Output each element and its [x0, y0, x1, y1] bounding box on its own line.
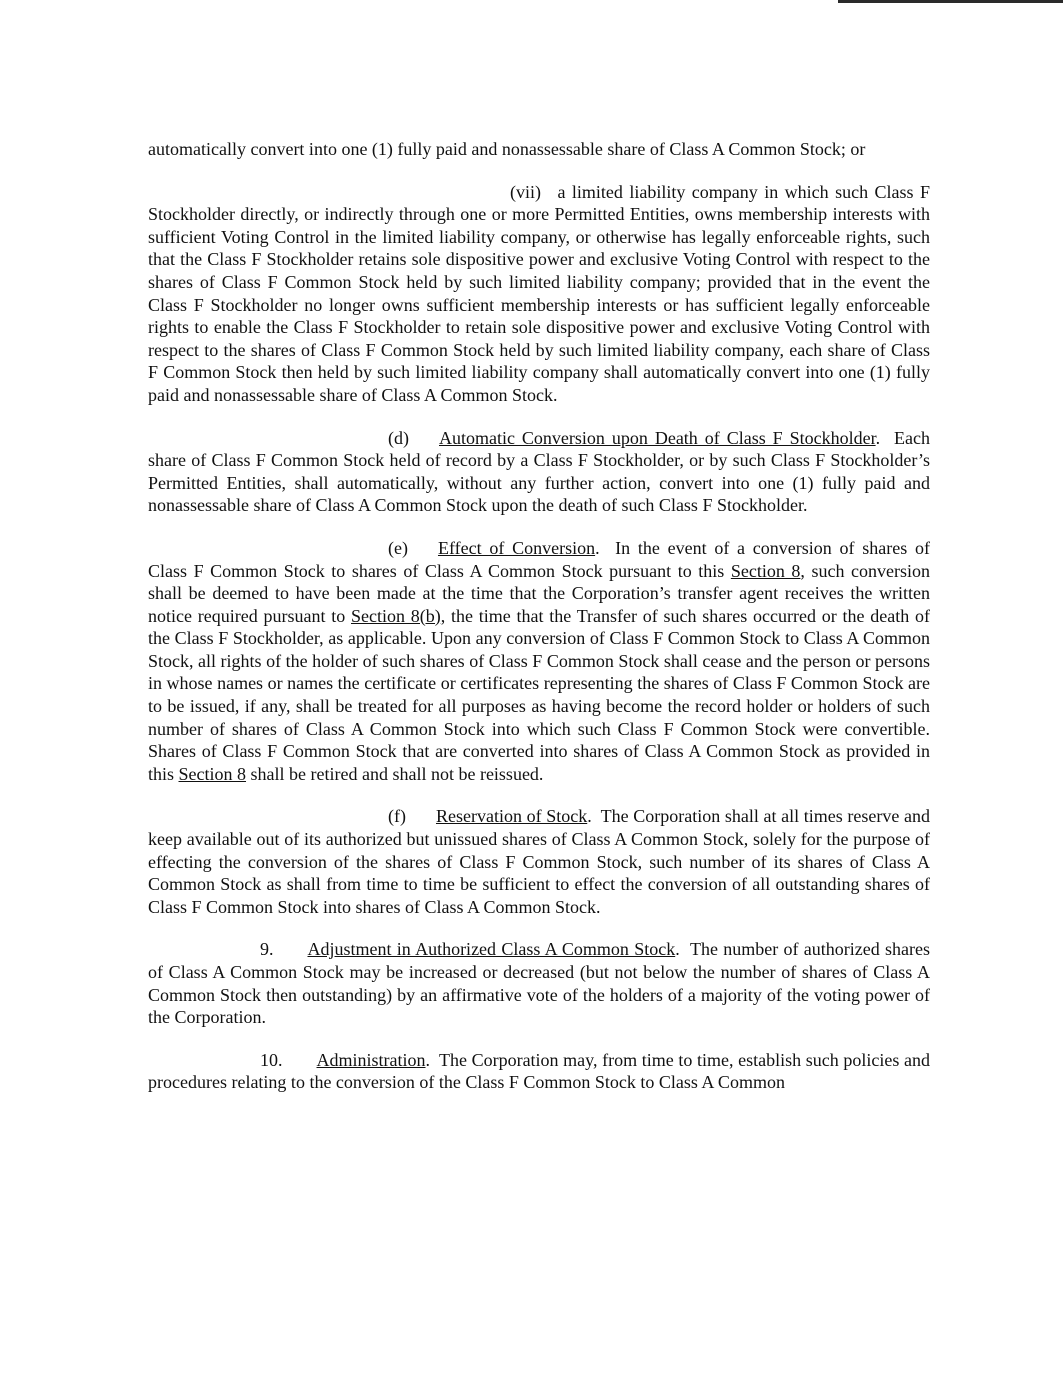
section-f-paragraph: (f) Reservation of Stock. The Corporation shall at all times reserve and keep available out of its authorized but unissued shares of Class A Common Stock, solely for the purpose of effecting the conversion of the shares of Class F Common Stock, such number of its shares of Class A Common Stock as shall from time to time be sufficient to effect the conversion of all outstanding shares of Class F Common Stock into shares of Class A Common Stock. — [148, 806, 930, 917]
section-9-text: The number of authorized shares of Class A Common Stock may be increased or decreased (but not below the number of shares of Class A Common Stock then outstanding) by an affirmative vote of the holders of a majority of the voting power of the Corporation. — [148, 939, 930, 1028]
section-e-text-3: , the time that the Transfer of such shares occurred or the death of the Class F Stockholder, as applicable. Upon any conversion of Class F Common Stock to Class A Common Stock, all rights of the holder of such shares of Class F Common Stock shall cease and the person or persons in whose names or names the certificate or certificates representing the shares of Class F Common Stock are to be issued, if any, shall be treated for all purposes as having become the record holder or holders of such number of shares of Class A Common Stock into which such Class F Common Stock were convertible. Shares of Class F Common Stock that are converted into shares of Class A Common Stock as provided in this — [148, 605, 930, 784]
continuation-text: automatically convert into one (1) fully paid and nonassessable share of Class A Common Stock; or — [148, 139, 866, 159]
clause-vii-label: (vii) — [510, 181, 541, 202]
section-f-text: The Corporation shall at all times reserve and keep available out of its authorized but unissued shares of Class A Common Stock, solely for the purpose of effecting the conversion of the shares of Class F Common Stock, such number of its shares of Class A Common Stock as shall from time to time be sufficient to effect the conversion of all outstanding shares of Class F Common Stock into shares of Class A Common Stock. — [148, 806, 930, 917]
page-edge-rule — [838, 0, 1063, 3]
section-e-paragraph: (e) Effect of Conversion. In the event of a conversion of shares of Class F Common Stock to shares of Class A Common Stock pursuant to this Section 8, such conversion shall be deemed to have been made at the time that the Corporation’s transfer agent receives the written notice required pursuant to Section 8(b), the time that the Transfer of such shares occurred or the death of the Class F Stockholder, as applicable. Upon any conversion of Class F Common Stock to Class A Common Stock, all rights of the holder of such shares of Class F Common Stock shall cease and the person or persons in whose names or names the certificate or certificates representing the shares of Class F Common Stock are to be issued, if any, shall be treated for all purposes as having become the record holder or holders of such number of shares of Class A Common Stock into which such Class F Common Stock were convertible. Shares of Class F Common Stock that are converted into shares of Class A Common Stock as provided in this Section 8 shall be retired and shall not be reissued. — [148, 537, 930, 784]
section-e-text-1: In the event of a conversion of shares of Class F Common Stock to shares of Class A Common Stock pursuant to this — [148, 537, 930, 581]
section-e-label: (e) — [388, 537, 408, 558]
section-e-text-4: shall be retired and shall not be reissued. — [250, 763, 544, 784]
section-10-label: 10. — [260, 1049, 283, 1070]
document-page — [148, 138, 930, 1114]
clause-vii-text: a limited liability company in which such Class F Stockholder directly, or indirectly through one or more Permitted Entities, owns membership interests with sufficient Voting Control in the limited liability company, or otherwise has legally enforceable rights, such that the Class F Stockholder retains sole dispositive power and exclusive Voting Control with respect to the shares of Class F Common Stock held by such limited liability company; provided that in the event the Class F Stockholder no longer owns sufficient membership interests or has sufficient legally enforceable rights to enable the Class F Stockholder to retain sole dispositive power and exclusive Voting Control with respect to the shares of Class F Common Stock held by such limited liability company, each share of Class F Common Stock then held by such limited liability company shall automatically convert into one (1) fully paid and nonassessable share of Class A Common Stock. — [148, 181, 930, 405]
section-d-text: Each share of Class F Common Stock held of record by a Class F Stockholder, or by such Class F Stockholder’s Permitted Entities, shall automatically, without any further action, convert into one (1) fully paid and nonassessable share of Class A Common Stock upon the death of such Class F Stockholder. — [148, 427, 930, 516]
section-10-text: The Corporation may, from time to time, establish such policies and procedures relating to the conversion of the Class F Common Stock to Class A Common — [148, 1049, 930, 1093]
section-8-reference: Section 8 — [178, 763, 247, 784]
section-f-label: (f) — [388, 806, 406, 827]
section-e-heading: Effect of Conversion — [437, 537, 596, 558]
section-10-paragraph: 10. Administration. The Corporation may, from time to time, establish such policies and procedures relating to the conversion of the Class F Common Stock to Class A Common — [148, 1049, 930, 1093]
section-9-label: 9. — [260, 939, 274, 960]
section-d-heading: Automatic Conversion upon Death of Class F Stockholder — [439, 427, 876, 448]
section-e-text-2: , such conversion shall be deemed to have been made at the time that the Corporation’s transfer agent receives the written notice required pursuant to — [148, 560, 930, 626]
section-9-heading: Adjustment in Authorized Class A Common Stock — [307, 939, 676, 960]
section-9-paragraph: 9. Adjustment in Authorized Class A Common Stock. The number of authorized shares of Class A Common Stock may be increased or decreased (but not below the number of shares of Class A Common Stock then outstanding) by an affirmative vote of the holders of a majority of the voting power of the Corporation. — [148, 939, 930, 1028]
continuation-paragraph — [148, 138, 930, 161]
section-8b-reference: Section 8(b) — [351, 605, 441, 626]
section-8-reference: Section 8 — [730, 560, 801, 581]
section-d-label: (d) — [388, 427, 409, 448]
section-f-heading: Reservation of Stock — [435, 806, 588, 827]
section-d-paragraph: (d) Automatic Conversion upon Death of Class F Stockholder. Each share of Class F Common Stock held of record by a Class F Stockholder, or by such Class F Stockholder’s Permitted Entities, shall automatically, without any further action, convert into one (1) fully paid and nonassessable share of Class A Common Stock upon the death of such Class F Stockholder. — [148, 427, 930, 516]
clause-vii-paragraph — [148, 181, 930, 407]
section-10-heading: Administration — [316, 1049, 426, 1070]
